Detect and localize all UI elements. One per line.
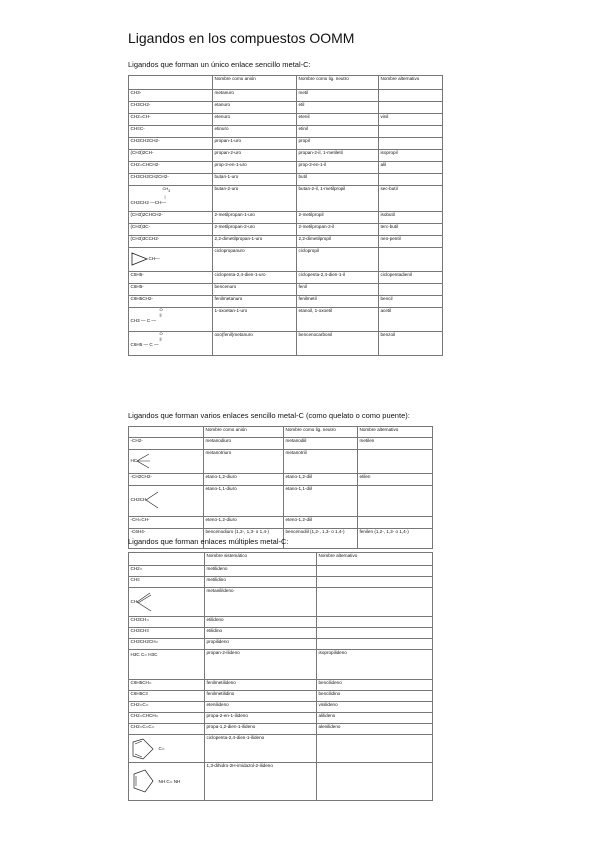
cell: bencenodiuro (1,2-, 1,3- o 1,4-) [204,529,284,549]
cyclopropane-ring-icon [131,252,149,266]
cell: fenilmetanuro [213,296,297,308]
table-row [129,735,433,763]
table-row [129,212,443,224]
table-row [129,224,443,236]
header-cell [129,553,205,566]
cell: etano-1,1-diuro [204,486,284,517]
table-row [129,236,443,248]
structure-formula: CH— [148,256,160,262]
formula-cell: -CH2CH2- [129,474,204,486]
cell: etinuro [213,126,297,138]
cell: propan-2-ilideno [205,650,317,680]
cell: 1-oxoetan-1-uro [213,308,297,332]
table-row [129,517,433,529]
header-cell: Nombre como lig. neutro [284,427,358,438]
table-header-row [129,553,433,566]
cell: ciclopentadienil [379,272,443,284]
cell [317,588,433,617]
table-row [129,332,443,356]
cell [379,126,443,138]
formula-cell: (CH3)2CH- [129,150,213,162]
cell [379,138,443,150]
formula-cell: C5H5- [129,272,213,284]
cell: propan-1-uro [213,138,297,150]
cell: metanotriil [284,450,358,474]
cell: fenilen (1,2-, 1,3- o 1,4-) [358,529,433,549]
table-row [129,617,433,628]
formula-cell [129,186,213,212]
cell: ciclopropil [297,248,379,272]
cell: butan-2-il, 1-metilpropil [297,186,379,212]
page-title: Ligandos en los compuestos OOMM [128,30,355,46]
header-cell: Nombre como anión [213,76,297,90]
cell: 2-metilpropan-2-uro [213,224,297,236]
formula-cell [129,308,213,332]
formula-cell: C6H5CH= [129,680,205,691]
structure-formula: NH C= NH [158,778,181,784]
cell: bencenocarbonil [297,332,379,356]
cell: propan-2-il, 1-metiletil [297,150,379,162]
header-cell: Nombre como lig. neutro [297,76,379,90]
formula-cell: CH2=CHCH2- [129,162,213,174]
section-heading-single-bond: Ligandos que forman un único enlace sencillo metal-C: [128,60,311,69]
cell: prop-2-en-1-uro [213,162,297,174]
cell: eteno-1,2-diil [284,517,358,529]
cell [317,566,433,577]
formula-cell: C6H5- [129,284,213,296]
table-row [129,691,433,702]
cell: etano-1,2-diuro [204,474,284,486]
formula-cell: CH3CH2- [129,102,213,114]
table-row [129,296,443,308]
cell: etilideno [205,617,317,628]
cell: butil [297,174,379,186]
table-row [129,272,443,284]
cell: etano-1,1-diil [284,486,358,517]
formula-cell: (CH3)3CCH2- [129,236,213,248]
table-row [129,438,433,450]
formula-cell: CH2=C=C= [129,724,205,735]
cell [379,248,443,272]
cell [317,735,433,763]
cell [317,617,433,628]
cell: terc-butil [379,224,443,236]
cell: bencenodiil (1,2-, 1,3- o 1,4-) [284,529,358,549]
cell: 1,3-dihidro-2H-imidazol-2-ilideno [205,763,317,801]
table-header-row [129,427,433,438]
table-row [129,724,433,735]
structure-formula: CH3CH [130,497,147,503]
cell: isobutil [379,212,443,224]
formula-cell: CH≡ [129,577,205,588]
multi-single-bond-ligands-table [128,426,433,549]
cell: isopropil [379,150,443,162]
formula-cell: -CH=CH- [129,517,204,529]
section-heading-multi-single-bond: Ligandos que forman varios enlaces sencillo metal-C (como quelato o como puente): [128,411,410,420]
cell: etanoil, 1-oxoetil [297,308,379,332]
cell: acetil [379,308,443,332]
cell: metanodiil [284,438,358,450]
table-row [129,174,443,186]
table-row [129,474,433,486]
cell: prop-2-en-1-il [297,162,379,174]
cell: metil [297,90,379,102]
formula-cell: CH≡C- [129,126,213,138]
cell [317,577,433,588]
double-bond-icon: || [159,312,162,317]
table-row [129,114,443,126]
cell: propilideno [205,639,317,650]
cell: bencil [379,296,443,308]
section-heading-multiple-bond: Ligandos que forman enlaces múltiples metal-C: [128,537,289,546]
structure-formula: CH3 — C — [130,318,157,323]
cell: metanotriuro [204,450,284,474]
cell: propil [297,138,379,150]
cell: sec-butil [379,186,443,212]
structure-formula: C6H5 — C — [130,342,159,347]
table-row [129,138,443,150]
table-row [129,628,433,639]
cell: metilen [358,438,433,450]
cell: metilideno [205,566,317,577]
cell: neo-pentil [379,236,443,248]
table-row [129,248,443,272]
cell: ciclopenta-2,4-dien-1-ilideno [205,735,317,763]
formula-cell: -C6H4- [129,529,204,549]
cell: metanilildeno [205,588,317,617]
formula-cell: CH2=CH- [129,114,213,126]
structure-ch3-label: $CH_3$ [162,186,171,193]
formula-cell: CH3CH2CH2CH2- [129,174,213,186]
cell: 2,2-dimetilpropil [297,236,379,248]
header-cell: Nombre alternativo [358,427,433,438]
formula-cell [129,588,205,617]
cell [379,102,443,114]
formula-cell: -CH2- [129,438,204,450]
cell: etil [297,102,379,114]
cell: vinilideno [317,702,433,713]
double-bond-fan-icon [146,491,160,509]
oxygen-atom-label: O [159,331,163,336]
bond-line-vertical: | [164,193,166,199]
header-cell: Nombre alternativo [379,76,443,90]
formula-cell: CH2= [129,566,205,577]
formula-cell: CH3CH2CH= [129,639,205,650]
table-row [129,588,433,617]
formula-cell [129,450,204,474]
cell: fenil [297,284,379,296]
table-row [129,186,443,212]
formula-cell [129,486,204,517]
header-cell: Nombre como anión [204,427,284,438]
table-row [129,308,443,332]
table-row [129,102,443,114]
cell: ciclopropanuro [213,248,297,272]
formula-cell: C6H5CH2- [129,296,213,308]
formula-cell: H3C C= H3C [129,650,205,680]
cell [358,486,433,517]
header-cell [129,427,204,438]
cell [317,628,433,639]
formula-cell [129,332,213,356]
cell: etanuro [213,102,297,114]
cell: oxo(fenil)metanuro [213,332,297,356]
cell: 2-metilpropan-2-il [297,224,379,236]
formula-cell: CH3- [129,90,213,102]
table-row [129,650,433,680]
cell: vinil [379,114,443,126]
cell: 2-metilpropil [297,212,379,224]
cell: eteno-1,2-diuro [204,517,284,529]
table-row [129,126,443,138]
cell: 2-metilpropan-1-uro [213,212,297,224]
triple-bond-fan-icon [137,453,151,469]
table-row [129,680,433,691]
cell: alil [379,162,443,174]
table-row [129,702,433,713]
table-header-row [129,76,443,90]
formula-cell [129,763,205,801]
cell: propan-2-uro [213,150,297,162]
cell: alilideno [317,713,433,724]
imidazolylidene-ring-icon [131,766,159,796]
formula-cell: C6H5C≡ [129,691,205,702]
cell: bencenuro [213,284,297,296]
table-row [129,763,433,801]
cell: etilidino [205,628,317,639]
cell: propa-1,2-dien-1-ilideno [205,724,317,735]
single-bond-ligands-table [128,75,443,356]
cell: etenilideno [205,702,317,713]
cell: ciclopenta-2,4-dien-1-uro [213,272,297,284]
cell: butan-1-uro [213,174,297,186]
formula-cell [129,735,205,763]
table-row [129,450,433,474]
header-cell: Nombre alternativo [317,553,433,566]
cell: propa-2-en-1-ilideno [205,713,317,724]
formula-cell [129,248,213,272]
cell: ciclopenta-2,4-dien-1-il [297,272,379,284]
cell: alenilideno [317,724,433,735]
cell: bencilidino [317,691,433,702]
table-row [129,90,443,102]
cell: isopropilideno [317,650,433,680]
cell: metanodiuro [204,438,284,450]
header-cell [129,76,213,90]
formula-cell: (CH3)3C- [129,224,213,236]
cell: fenilmetilideno [205,680,317,691]
cell: etenil [297,114,379,126]
cell: etinil [297,126,379,138]
cell [379,174,443,186]
multiple-bond-fan-icon [137,592,153,612]
cell [379,90,443,102]
cell [358,517,433,529]
cell [379,284,443,296]
cell: etilen [358,474,433,486]
oxygen-atom-label: O [159,307,163,312]
cell: fenilmetil [297,296,379,308]
table-row [129,577,433,588]
cell: etano-1,2-diil [284,474,358,486]
structure-formula: CH3CH2 —CH— [130,199,166,205]
formula-cell: (CH3)2CHCH2- [129,212,213,224]
formula-cell: CH3CH= [129,617,205,628]
table-row [129,566,433,577]
double-bond-icon: || [159,336,162,341]
table-row [129,486,433,517]
cell [358,450,433,474]
cell: 2,2-dimetilpropan-1-uro [213,236,297,248]
cell: benzoil [379,332,443,356]
multiple-bond-ligands-table [128,552,433,801]
cell: butan-2-uro [213,186,297,212]
table-row [129,713,433,724]
cell: fenilmetilidino [205,691,317,702]
formula-cell: CH3CH≡ [129,628,205,639]
structure-formula: HC [130,458,138,464]
cell: bencilideno [317,680,433,691]
cell [317,639,433,650]
cell [317,763,433,801]
table-row [129,639,433,650]
table-row [129,162,443,174]
structure-formula: C= [158,746,165,752]
cyclopentadiene-ring-icon [131,737,159,761]
cell: etenuro [213,114,297,126]
header-cell: Nombre sistemático [205,553,317,566]
formula-cell: CH2=C= [129,702,205,713]
structure-formula: CH [130,599,138,605]
formula-cell: CH2=CHCH= [129,713,205,724]
formula-cell: CH3CH2CH2- [129,138,213,150]
table-row [129,150,443,162]
table-row [129,284,443,296]
cell: metilidino [205,577,317,588]
cell: metanuro [213,90,297,102]
